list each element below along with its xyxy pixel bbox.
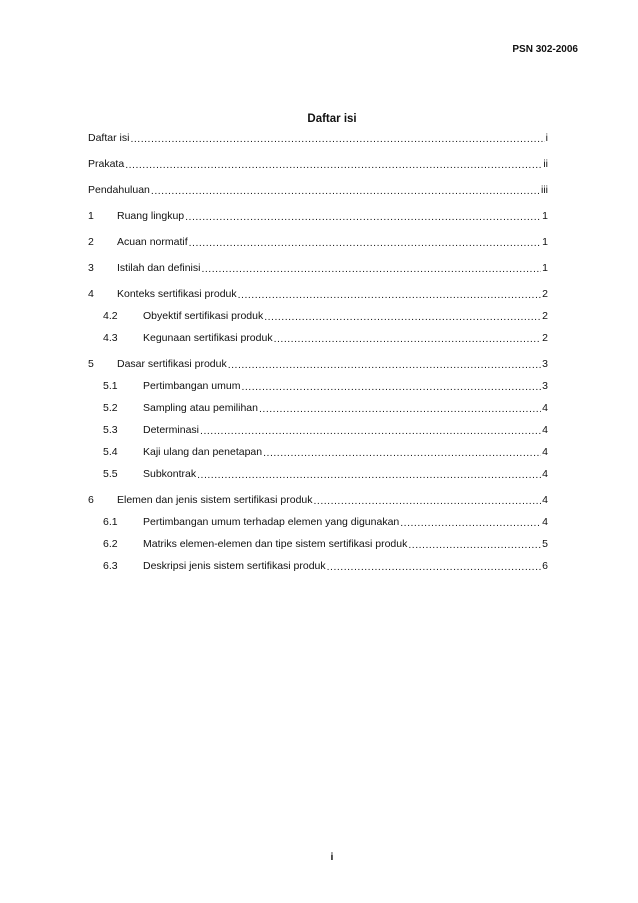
toc-entry-5-4[interactable] bbox=[0, 442, 638, 458]
toc-dot-leader bbox=[125, 160, 542, 171]
toc-entry-number: 4.2 bbox=[103, 310, 118, 322]
toc-dot-leader bbox=[274, 334, 542, 345]
toc-entry-label: Kaji ulang dan penetapan bbox=[143, 446, 263, 458]
toc-entry-prakata[interactable] bbox=[0, 154, 638, 170]
toc-entry-6-1[interactable] bbox=[0, 512, 638, 528]
toc-entry-label: Sampling atau pemilihan bbox=[143, 402, 258, 414]
toc-entry-number: 5 bbox=[88, 358, 94, 370]
toc-entry-page: 6 bbox=[542, 560, 548, 572]
toc-entry-page: 1 bbox=[542, 210, 548, 222]
toc-entry-page: 1 bbox=[542, 262, 548, 274]
document-code: PSN 302-2006 bbox=[512, 44, 578, 55]
toc-entry-page: 4 bbox=[542, 516, 548, 528]
toc-entry-number: 5.2 bbox=[103, 402, 118, 414]
toc-entry-label: Prakata bbox=[88, 158, 125, 170]
toc-entry-page: i bbox=[545, 132, 548, 144]
toc-entry-1[interactable] bbox=[0, 206, 638, 222]
toc-dot-leader bbox=[241, 382, 541, 393]
toc-entry-4-3[interactable] bbox=[0, 328, 638, 344]
toc-entry-number: 5.4 bbox=[103, 446, 118, 458]
toc-entry-label: Pendahuluan bbox=[88, 184, 150, 196]
toc-entry-label: Istilah dan definisi bbox=[117, 262, 201, 274]
toc-entry-6-3[interactable] bbox=[0, 556, 638, 572]
toc-entry-page: iii bbox=[541, 184, 548, 196]
toc-dot-leader bbox=[228, 360, 541, 371]
toc-dot-leader bbox=[327, 562, 542, 573]
toc-entry-label: Ruang lingkup bbox=[117, 210, 185, 222]
toc-entry-page: 5 bbox=[542, 538, 548, 550]
toc-dot-leader bbox=[151, 186, 540, 197]
toc-entry-label: Deskripsi jenis sistem sertifikasi produk bbox=[143, 560, 326, 572]
toc-entry-page: 4 bbox=[542, 494, 548, 506]
toc-dot-leader bbox=[130, 134, 544, 145]
toc-entry-number: 6.2 bbox=[103, 538, 118, 550]
toc-entry-page: 2 bbox=[542, 288, 548, 300]
toc-entry-daftar-isi[interactable] bbox=[0, 128, 638, 144]
toc-entry-number: 4 bbox=[88, 288, 94, 300]
toc-dot-leader bbox=[408, 540, 541, 551]
toc-entry-number: 1 bbox=[88, 210, 94, 222]
toc-entry-page: 3 bbox=[542, 380, 548, 392]
toc-entry-5-2[interactable] bbox=[0, 398, 638, 414]
toc-entry-number: 4.3 bbox=[103, 332, 118, 344]
page-title: Daftar isi bbox=[307, 113, 357, 125]
toc-dot-leader bbox=[238, 290, 542, 301]
toc-entry-5[interactable] bbox=[0, 354, 638, 370]
toc-entry-page: 2 bbox=[542, 332, 548, 344]
toc-entry-number: 2 bbox=[88, 236, 94, 248]
toc-entry-page: 1 bbox=[542, 236, 548, 248]
toc-entry-3[interactable] bbox=[0, 258, 638, 274]
toc-dot-leader bbox=[400, 518, 541, 529]
toc-entry-2[interactable] bbox=[0, 232, 638, 248]
toc-dot-leader bbox=[197, 470, 541, 481]
toc-entry-6[interactable] bbox=[0, 490, 638, 506]
toc-dot-leader bbox=[200, 426, 541, 437]
toc-entry-label: Konteks sertifikasi produk bbox=[117, 288, 237, 300]
toc-entry-label: Daftar isi bbox=[88, 132, 130, 144]
page-number: i bbox=[330, 851, 334, 863]
toc-entry-4-2[interactable] bbox=[0, 306, 638, 322]
toc-entry-5-3[interactable] bbox=[0, 420, 638, 436]
toc-dot-leader bbox=[263, 448, 541, 459]
toc-dot-leader bbox=[189, 238, 542, 249]
toc-entry-label: Pertimbangan umum bbox=[143, 380, 241, 392]
toc-entry-number: 5.5 bbox=[103, 468, 118, 480]
toc-entry-number: 5.1 bbox=[103, 380, 118, 392]
toc-entry-number: 5.3 bbox=[103, 424, 118, 436]
toc-entry-page: 4 bbox=[542, 424, 548, 436]
toc-entry-pendahuluan[interactable] bbox=[0, 180, 638, 196]
toc-entry-5-5[interactable] bbox=[0, 464, 638, 480]
toc-entry-label: Subkontrak bbox=[143, 468, 197, 480]
toc-entry-number: 6 bbox=[88, 494, 94, 506]
toc-entry-label: Dasar sertifikasi produk bbox=[117, 358, 227, 370]
toc-entry-5-1[interactable] bbox=[0, 376, 638, 392]
toc-entry-page: 2 bbox=[542, 310, 548, 322]
toc-entry-page: 3 bbox=[542, 358, 548, 370]
toc-dot-leader bbox=[264, 312, 541, 323]
toc-entry-number: 6.3 bbox=[103, 560, 118, 572]
toc-entry-page: 4 bbox=[542, 446, 548, 458]
toc-entry-4[interactable] bbox=[0, 284, 638, 300]
toc-entry-label: Matriks elemen-elemen dan tipe sistem sertifikasi produk bbox=[143, 538, 408, 550]
toc-entry-page: ii bbox=[543, 158, 548, 170]
toc-dot-leader bbox=[201, 264, 541, 275]
toc-entry-label: Determinasi bbox=[143, 424, 200, 436]
toc-entry-label: Obyektif sertifikasi produk bbox=[143, 310, 264, 322]
toc-dot-leader bbox=[185, 212, 541, 223]
toc-entry-page: 4 bbox=[542, 468, 548, 480]
toc-dot-leader bbox=[259, 404, 541, 415]
toc-entry-label: Kegunaan sertifikasi produk bbox=[143, 332, 273, 344]
toc-entry-page: 4 bbox=[542, 402, 548, 414]
toc-dot-leader bbox=[314, 496, 542, 507]
toc-entry-6-2[interactable] bbox=[0, 534, 638, 550]
toc-entry-number: 6.1 bbox=[103, 516, 118, 528]
toc-entry-number: 3 bbox=[88, 262, 94, 274]
toc-entry-label: Acuan normatif bbox=[117, 236, 188, 248]
toc-entry-label: Elemen dan jenis sistem sertifikasi produk bbox=[117, 494, 313, 506]
toc-entry-label: Pertimbangan umum terhadap elemen yang digunakan bbox=[143, 516, 400, 528]
